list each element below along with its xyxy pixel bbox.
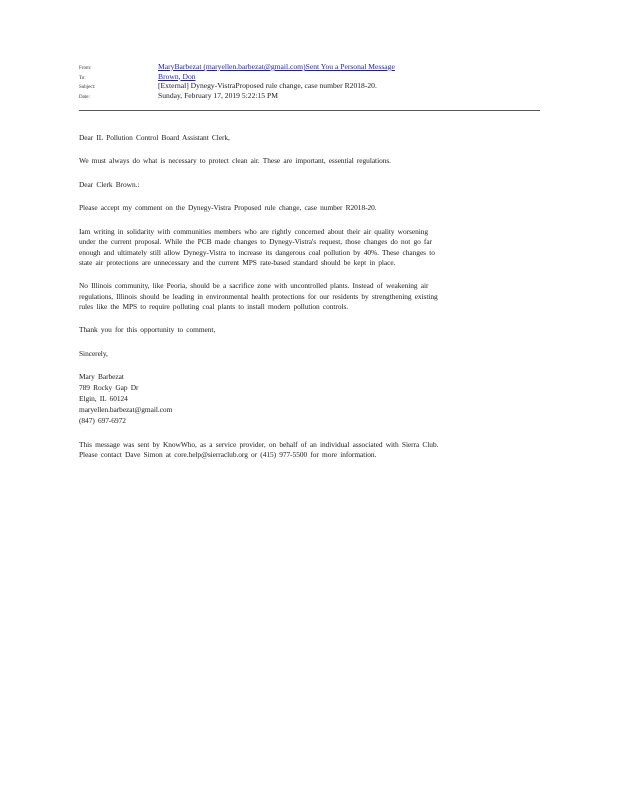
closing-line: Sincerely,: [79, 348, 108, 358]
thanks-line: Thank you for this opportunity to comment,: [79, 325, 216, 335]
email-headers: [79, 62, 539, 100]
to-label: To:: [79, 75, 86, 81]
signature-street: 789 Rocky Gap Dr: [79, 383, 139, 393]
paragraph-line: rules like the MPS to require polluting coal plants to install modern pollution controls.: [79, 301, 349, 311]
paragraph-comment: Please accept my comment on the Dynegy-Vistra Proposed rule change, case number R2018-20.: [79, 203, 377, 213]
paragraph-necessary-regulations: We must always do what is necessary to protect clean air. These are important, essential regulations.: [79, 156, 391, 166]
date-row: [79, 91, 539, 101]
subject-label: Subject:: [79, 85, 96, 90]
subject-row: [79, 81, 539, 91]
greeting-1: Dear IL Pollution Control Board Assistant Clerk,: [79, 133, 230, 142]
paragraph-line: No Illinois community, like Peoria, should be a sacrifice zone with uncontrolled plants. Instead of weakening air: [79, 281, 429, 291]
paragraph-line: Iam writing in solidarity with communities members who are rightly concerned about their air quality worsening: [79, 226, 429, 236]
date-label: Date:: [79, 94, 90, 100]
from-value-link[interactable]: MaryBarbezat (maryellen.barbezat@gmail.com)Sent You a Personal Message: [158, 62, 395, 71]
paragraph-line: state air protections are unnecessary and the current MPS rate-based standard should be kept in place.: [79, 257, 396, 267]
from-row: [79, 62, 539, 72]
email-body: [79, 133, 519, 473]
footer-line: Please contact Dave Simon at core.help@sierraclub.org or (415) 977-5500 for more information.: [79, 449, 377, 459]
paragraph-line: enough and ultimately still allow Dynegy-Vistra to increase its dangerous coal pollution by 40%. These changes to: [79, 247, 435, 257]
greeting-2: Dear Clerk Brown.:: [79, 179, 140, 189]
header-divider: [79, 110, 540, 111]
paragraph-line: under the current proposal. While the PCB made changes to Dynegy-Vistra's request, those changes do not go far: [79, 237, 432, 247]
to-value-link[interactable]: Brown, Don: [158, 71, 196, 81]
date-value: Sunday, February 17, 2019 5:22:15 PM: [158, 90, 278, 100]
signature-city: Elgin, IL 60124: [79, 393, 128, 403]
paragraph-solidarity: [79, 227, 519, 268]
subject-value: [External] Dynegy-VistraProposed rule change, case number R2018-20.: [158, 81, 377, 90]
footer-notice: [79, 440, 519, 461]
footer-line: This message was sent by KnowWho, as a service provider, on behalf of an individual associated with Sierra Club.: [79, 439, 439, 449]
signature-block: [79, 372, 519, 426]
from-label: From:: [79, 66, 92, 71]
signature-phone: (847) 697-6972: [79, 415, 126, 425]
signature-name: Mary Barbezat: [79, 372, 124, 382]
to-row: [79, 72, 539, 82]
paragraph-line: regulations, Illinois should be leading in environmental health protections for our residents by strengthening existing: [79, 291, 438, 301]
signature-email: maryellen.barbezat@gmail.com: [79, 404, 173, 414]
paragraph-sacrifice-zone: [79, 281, 519, 312]
